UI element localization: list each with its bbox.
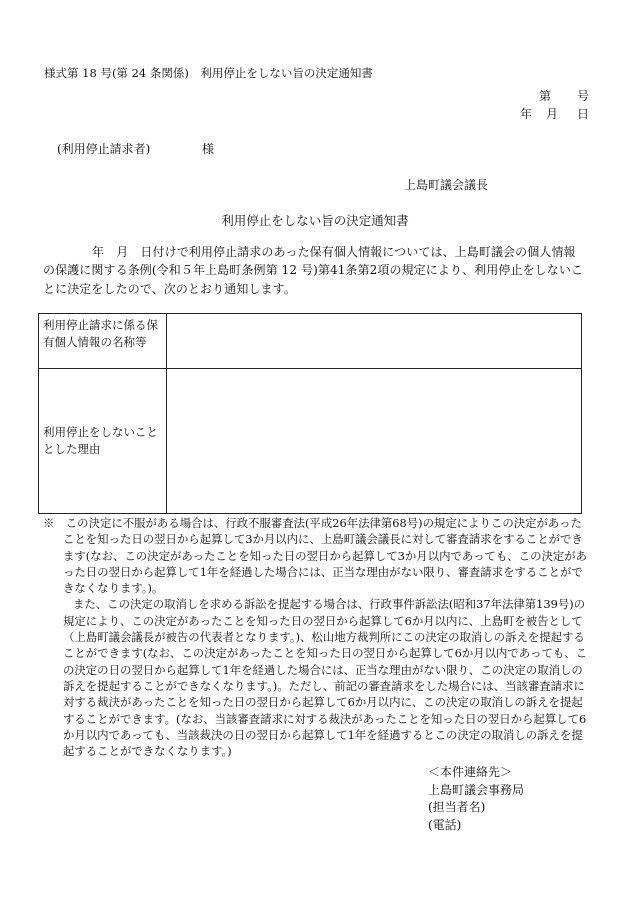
contact-heading: ＜本件連絡先＞ — [428, 765, 513, 779]
document-title: 利用停止をしない旨の決定通知書 — [221, 213, 409, 228]
body-text: 年 月 日付けで利用停止請求のあった保有個人情報については、上島町議会の個人情報の保護に関する条例(令和５年上島町条例第 12 号)第41条第2項の規定により、利用停止をしないことに決定をしたので、次のとおり通知します。 — [43, 245, 584, 296]
row1-value[interactable] — [167, 314, 582, 369]
table-row — [39, 369, 582, 514]
contact-person: (担当者名) — [428, 800, 486, 814]
form-label: 様式第 18 号(第 24 条関係) 利用停止をしない旨の決定通知書 — [44, 66, 373, 80]
row2-value[interactable] — [167, 369, 582, 514]
date-month: 月 — [546, 107, 559, 121]
body-paragraph — [43, 243, 587, 298]
note-paragraph-2: また、この決定の取消しを求める訴訟を提起する場合は、行政事件訴訟法(昭和37年法律第139号)の規定により、この決定があったことを知った日の翌日から起算して6か月以内に、上島町を被告として（上島町議会議長が被告の代表者となります。)、松山地方裁判所にこの決定の取消しの訴えを提起することができます(なお、この決定があったことを知った日の翌日から起算して6か月以内であっても、この決定の日の翌日から起算して1年を経過した場合には、正当な理由がない限り、この決定の取消しの訴えを提起することができなくなります。)。ただし、前記の審査請求をした場合には、当該審査請求に対する裁決があったことを知った日の翌日から起算して6か月以内に、この決定の取消しの訴えを提起することができます。(なお、当該審査請求に対する裁決があったことを知った日の翌日から起算して6か月以内であっても、当該裁決の日の翌日から起算して1年を経過するとこの決定の取消しの訴えを提起することができなくなります。) — [63, 597, 588, 759]
addressee-label: (利用停止請求者) — [57, 142, 151, 156]
date-day: 日 — [577, 107, 590, 121]
note-paragraph-1: ※ この決定に不服がある場合は、行政不服審査法(平成26年法律第68号)の規定によりこの決定があったことを知った日の翌日から起算して3か月以内に、上島町議会議長に対して審査請求をすることができます(なお、この決定があったことを知った日の翌日から起算して3か月以内であっても、この決定があった日の翌日から起算して1年を経過した場合には、正当な理由がない限り、審査請求をすることができなくなります。)。 — [43, 516, 588, 596]
notes-section — [43, 515, 588, 759]
issuer-name: 上島町議会議長 — [404, 178, 489, 192]
contact-phone: (電話) — [428, 817, 462, 832]
info-table — [38, 313, 582, 514]
date-year: 年 — [520, 107, 533, 121]
contact-block — [428, 764, 524, 834]
number-prefix: 第 — [539, 89, 552, 103]
row2-label: 利用停止をしないこととした理由 — [39, 369, 167, 514]
addressee-honorific: 様 — [202, 142, 215, 156]
number-suffix: 号 — [577, 89, 590, 103]
row1-label: 利用停止請求に係る保有個人情報の名称等 — [39, 314, 167, 369]
table-row — [39, 314, 582, 369]
contact-office: 上島町議会事務局 — [428, 782, 525, 797]
